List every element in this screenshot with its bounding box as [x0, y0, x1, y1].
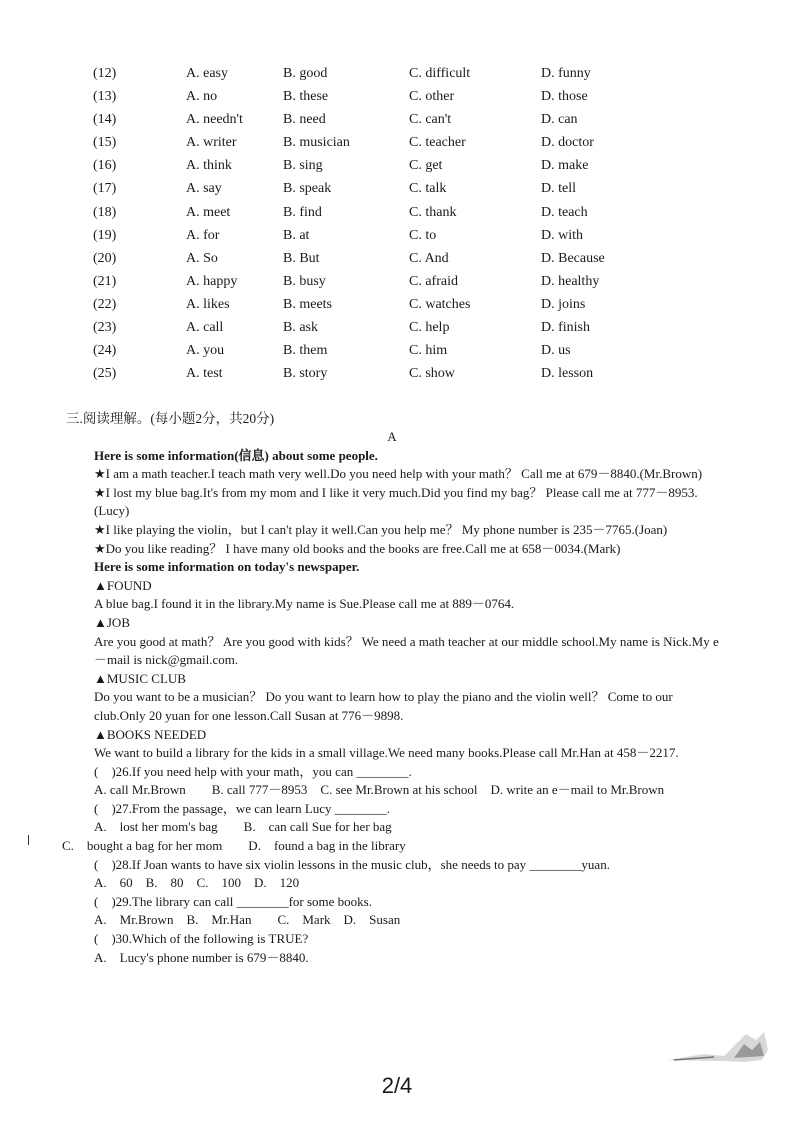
option-row — [0, 62, 794, 85]
option-b: B. musician — [283, 135, 350, 151]
question-28-options: A. 60 B. 80 C. 100 D. 120 — [94, 875, 300, 891]
question-29-options: A. Mr.Brown B. Mr.Han C. Mark D. Susan — [94, 912, 401, 928]
option-c: C. thank — [409, 204, 457, 220]
question-27-options: A. lost her mom's bag B. can call Sue for her bag — [94, 819, 392, 835]
option-c: C. difficult — [409, 66, 471, 81]
option-a: A. writer — [186, 135, 237, 151]
question-number: (17) — [93, 181, 117, 197]
scan-smudge — [664, 1030, 770, 1064]
option-d: D. doctor — [541, 135, 594, 151]
option-d: D. lesson — [541, 366, 594, 382]
option-a: A. call — [186, 320, 224, 336]
question-number: (13) — [93, 89, 117, 105]
option-a: A. needn't — [186, 112, 243, 128]
found-heading: ▲FOUND — [94, 577, 152, 593]
option-row — [0, 339, 794, 362]
option-a: A. test — [186, 366, 223, 382]
music-club-heading: ▲MUSIC CLUB — [94, 670, 186, 686]
option-row — [0, 362, 794, 385]
option-b: B. sing — [283, 158, 323, 174]
question-number: (20) — [93, 250, 117, 266]
option-d: D. teach — [541, 204, 588, 220]
option-c: C. can't — [409, 112, 452, 128]
option-c: C. show — [409, 366, 455, 382]
info-item: ★Do you like reading？ I have many old books and the books are free.Call me at 658－0034.(Mark) — [94, 540, 621, 556]
books-needed-text: We want to build a library for the kids in a small village.We need many books.Please call Mr.Han at 458－2217. — [94, 745, 679, 761]
option-row — [0, 247, 794, 270]
option-row — [0, 177, 794, 200]
option-c: C. other — [409, 89, 455, 105]
option-row — [0, 108, 794, 131]
info-item: ★I like playing the violin，but I can't play it well.Can you help me？ My phone number is 235－7765.(Joan) — [94, 521, 668, 537]
option-a: A. likes — [186, 296, 230, 312]
page-number: 2/4 — [381, 1073, 413, 1098]
option-c: C. to — [409, 227, 437, 243]
option-a: A. no — [186, 89, 218, 105]
option-a: A. easy — [186, 66, 228, 81]
option-d: D. funny — [541, 66, 591, 81]
music-club-text: Do you want to be a musician？ Do you want to learn how to play the piano and the violin well？ Come to our club.Only 20 yuan for one lesson.Call Susan at 776－9898. — [94, 689, 673, 723]
question-26-options: A. call Mr.Brown B. call 777－8953 C. see Mr.Brown at his school D. write an e－mail to Mr.Brown — [94, 782, 665, 798]
option-a: A. say — [186, 181, 222, 197]
option-c: C. And — [409, 250, 449, 266]
option-c: C. watches — [409, 296, 471, 312]
option-row — [0, 154, 794, 177]
question-26: ( )26.If you need help with your math，you can ________. — [94, 763, 412, 779]
question-number: (18) — [93, 204, 117, 220]
option-d: D. joins — [541, 296, 586, 312]
question-number: (14) — [93, 112, 117, 128]
info-item: ★I lost my blue bag.It's from my mom and I like it very much.Did you find my bag？ Please call me at 777－8953.(Lucy) — [94, 484, 698, 519]
question-number: (15) — [93, 135, 117, 151]
option-row — [0, 224, 794, 247]
option-c: C. help — [409, 320, 450, 336]
question-30-options: A. Lucy's phone number is 679－8840. — [94, 949, 309, 965]
option-c: C. talk — [409, 181, 447, 197]
question-number: (22) — [93, 296, 117, 312]
cloze-options-table — [0, 62, 794, 385]
question-27-options: C. bought a bag for her mom D. found a bag in the library — [62, 838, 406, 854]
option-c: C. get — [409, 158, 443, 174]
question-number: (21) — [93, 273, 117, 289]
option-b: B. them — [283, 343, 328, 359]
question-number: (25) — [93, 366, 117, 382]
option-a: A. for — [186, 227, 220, 243]
info-item: ★I am a math teacher.I teach math very well.Do you need help with your math？ Call me at 679－8840.(Mr.Brown) — [94, 466, 703, 482]
option-c: C. teacher — [409, 135, 466, 151]
passage-label: A — [387, 429, 397, 444]
option-d: D. those — [541, 89, 588, 105]
option-row — [0, 293, 794, 316]
option-b: B. But — [283, 250, 320, 266]
option-d: D. Because — [541, 250, 605, 266]
option-d: D. make — [541, 158, 589, 174]
option-d: D. can — [541, 112, 578, 128]
question-27: ( )27.From the passage，we can learn Lucy ________. — [94, 800, 391, 816]
option-b: B. good — [283, 66, 328, 81]
passage-intro: Here is some information(信息) about some people. — [94, 447, 378, 463]
option-b: B. at — [283, 227, 310, 243]
job-heading: ▲JOB — [94, 614, 130, 630]
question-30: ( )30.Which of the following is TRUE? — [94, 931, 309, 947]
option-d: D. with — [541, 227, 583, 243]
question-number: (12) — [93, 66, 117, 81]
option-a: A. happy — [186, 273, 238, 289]
section-title: 三.阅读理解。(每小题2分，共20分) — [66, 411, 275, 426]
option-a: A. So — [186, 250, 218, 266]
option-a: A. think — [186, 158, 232, 174]
option-b: B. find — [283, 204, 322, 220]
found-text: A blue bag.I found it in the library.My name is Sue.Please call me at 889－0764. — [94, 596, 515, 612]
option-row — [0, 316, 794, 339]
option-c: C. afraid — [409, 273, 458, 289]
option-b: B. busy — [283, 273, 326, 289]
scan-mark — [28, 835, 29, 845]
reading-passage — [62, 428, 722, 967]
option-d: D. tell — [541, 181, 576, 197]
option-row — [0, 85, 794, 108]
option-row — [0, 270, 794, 293]
option-b: B. need — [283, 112, 326, 128]
option-d: D. healthy — [541, 273, 600, 289]
question-29: ( )29.The library can call ________for some books. — [94, 893, 372, 909]
job-text: Are you good at math？ Are you good with kids？ We need a math teacher at our middle school.My name is Nick.My e－mail is nick@gmail.com. — [94, 633, 719, 668]
option-b: B. ask — [283, 320, 318, 336]
option-b: B. speak — [283, 181, 332, 197]
newspaper-intro: Here is some information on today's newspaper. — [94, 559, 360, 575]
option-row — [0, 201, 794, 224]
option-a: A. meet — [186, 204, 231, 220]
books-needed-heading: ▲BOOKS NEEDED — [94, 726, 207, 742]
question-number: (24) — [93, 343, 117, 359]
option-d: D. us — [541, 343, 571, 359]
question-number: (19) — [93, 227, 117, 243]
option-row — [0, 131, 794, 154]
option-a: A. you — [186, 343, 225, 359]
question-number: (16) — [93, 158, 117, 174]
question-28: ( )28.If Joan wants to have six violin lessons in the music club，she needs to pay ________yuan. — [94, 856, 610, 872]
option-b: B. story — [283, 366, 328, 382]
option-b: B. meets — [283, 296, 332, 312]
option-d: D. finish — [541, 320, 590, 336]
option-b: B. these — [283, 89, 329, 105]
question-number: (23) — [93, 320, 117, 336]
option-c: C. him — [409, 343, 448, 359]
